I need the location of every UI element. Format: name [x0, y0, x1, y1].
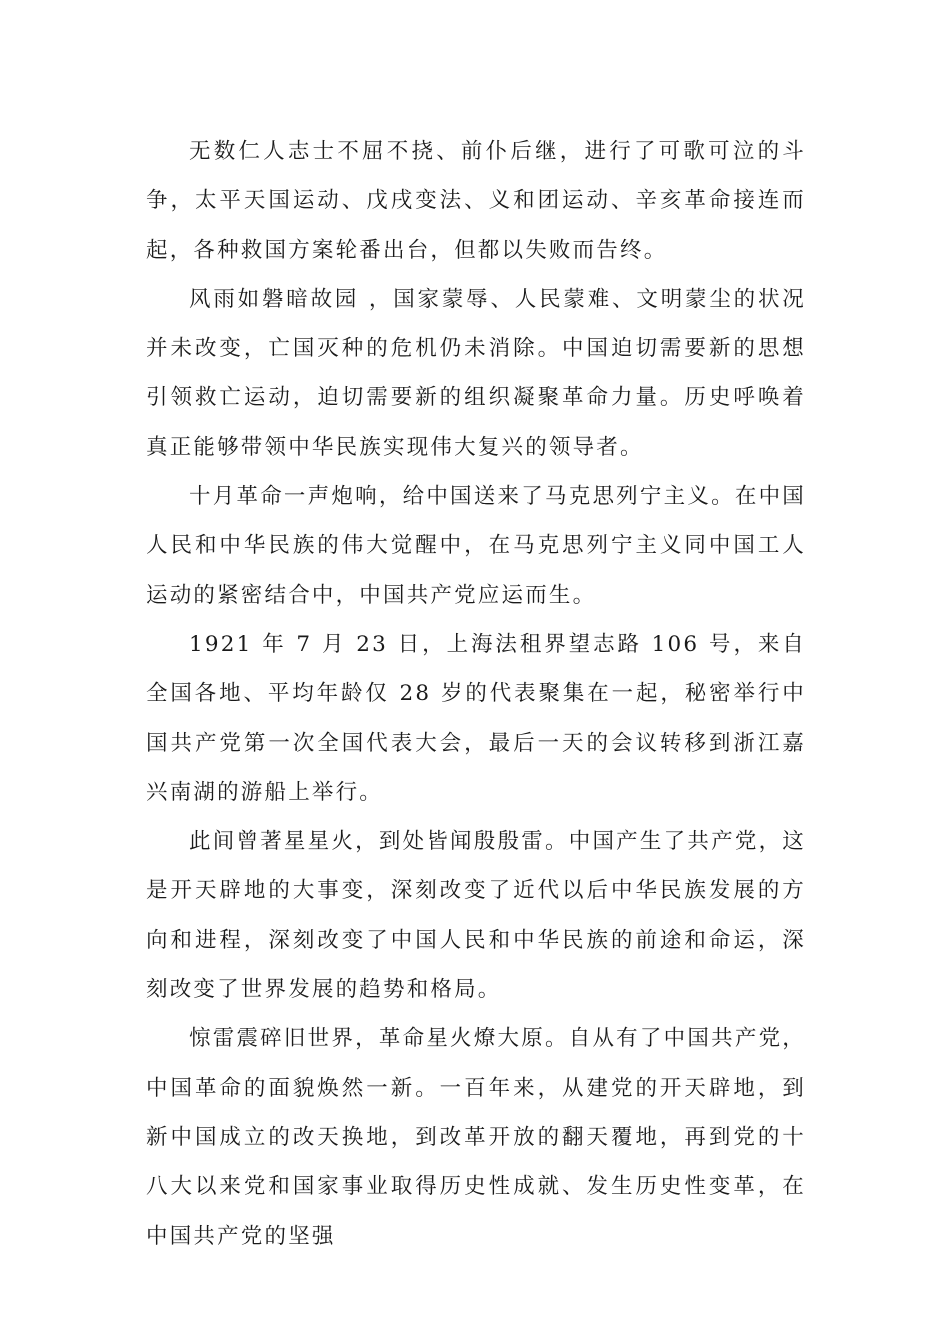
paragraph-3: 十月革命一声炮响，给中国送来了马克思列宁主义。在中国人民和中华民族的伟大觉醒中，在马克思列宁主义同中国工人运动的紧密结合中，中国共产党应运而生。: [146, 484, 806, 608]
paragraph-6: 惊雷震碎旧世界，革命星火燎大原。自从有了中国共产党，中国革命的面貌焕然一新。一百年来，从建党的开天辟地，到新中国成立的改天换地，到改革开放的翻天覆地，再到党的十八大以来党和国家事业取得历史性成就、发生历史性变革，在中国共产党的坚强: [146, 1026, 806, 1249]
document-body: [146, 127, 806, 1261]
paragraph-2: 风雨如磐暗故园 ，国家蒙辱、人民蒙难、文明蒙尘的状况并未改变，亡国灭种的危机仍未消除。中国迫切需要新的思想引领救亡运动，迫切需要新的组织凝聚革命力量。历史呼唤着真正能够带领中华民族实现伟大复兴的领导者。: [146, 286, 806, 460]
paragraph-4: 1921 年 7 月 23 日，上海法租界望志路 106 号，来自全国各地、平均年龄仅 28 岁的代表聚集在一起，秘密举行中国共产党第一次全国代表大会，最后一天的会议转移到浙江嘉兴南湖的游船上举行。: [146, 631, 806, 805]
paragraph-5: 此间曾著星星火，到处皆闻殷殷雷。中国产生了共产党，这是开天辟地的大事变，深刻改变了近代以后中华民族发展的方向和进程，深刻改变了中国人民和中华民族的前途和命运，深刻改变了世界发展的趋势和格局。: [146, 829, 806, 1003]
paragraph-1: 无数仁人志士不屈不挠、前仆后继，进行了可歌可泣的斗争，太平天国运动、戊戌变法、义和团运动、辛亥革命接连而起，各种救国方案轮番出台，但都以失败而告终。: [146, 139, 806, 263]
